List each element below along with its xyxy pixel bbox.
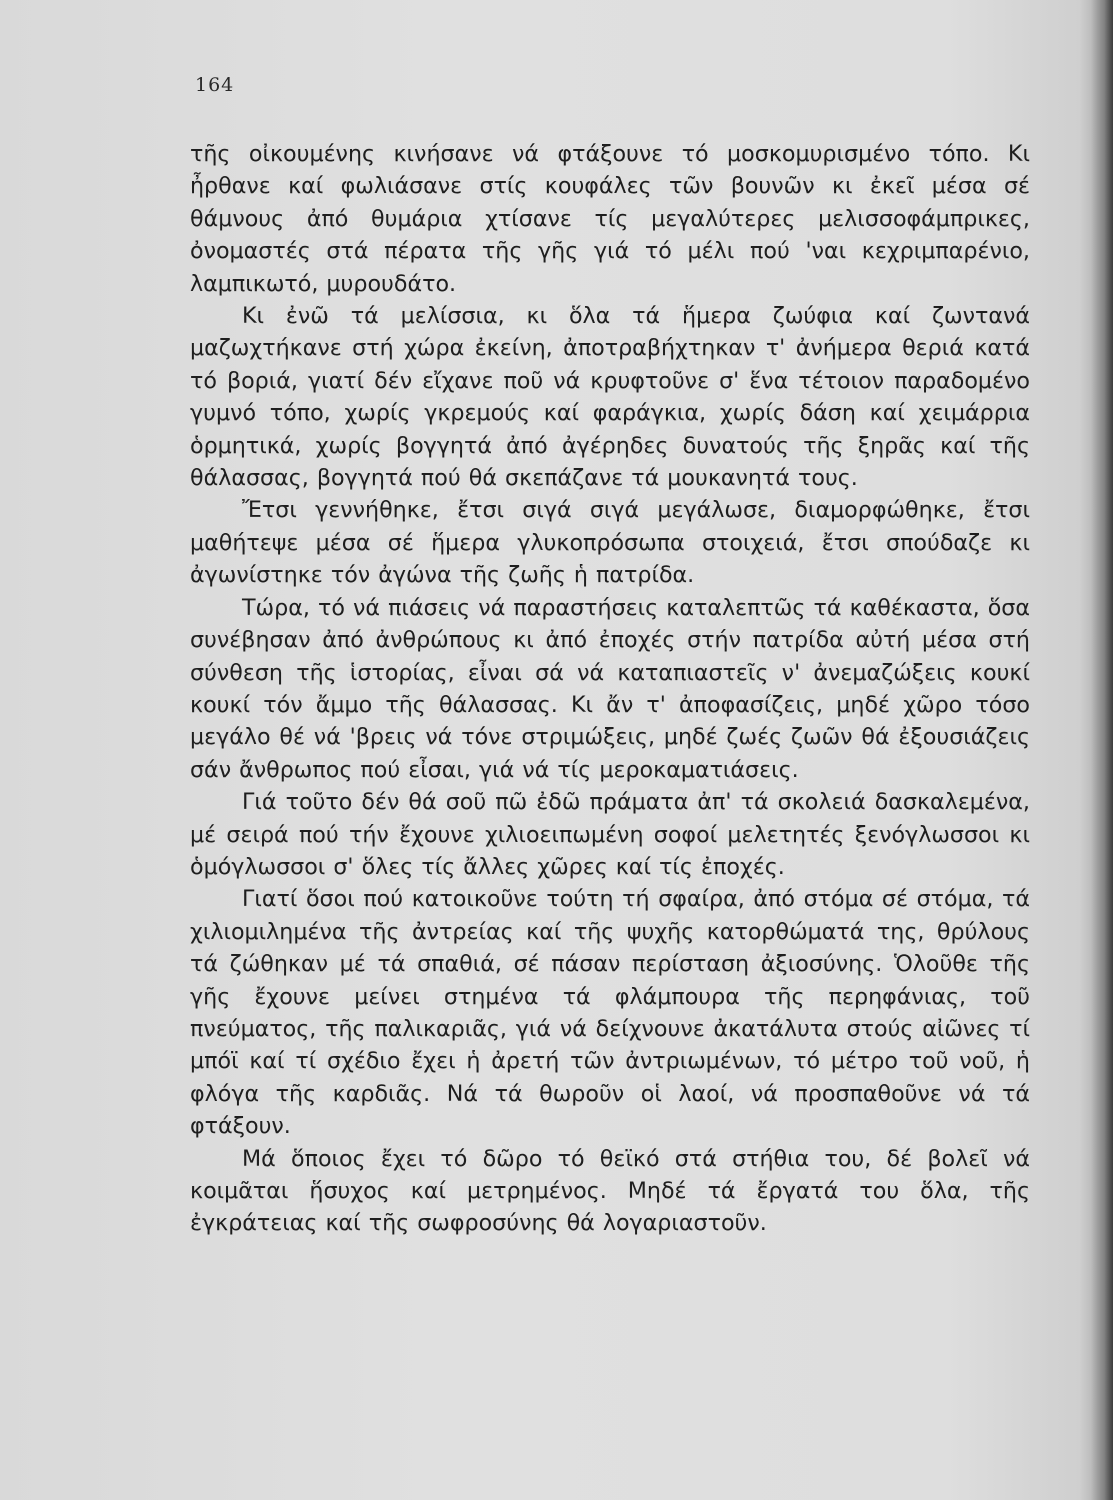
paragraph-4: Τώρα, τό νά πιάσεις νά παραστήσεις καταλεπτῶς τά καθέκαστα, ὅσα συνέβησαν ἀπό ἀνθρώπους κι ἀπό ἐποχές στήν πατρίδα αὐτή μέσα στή σύνθεση τῆς ἱστορίας, εἶναι σά νά καταπιαστεῖς ν' ἀνεμαζώξεις κουκί κουκί τόν ἄμμο τῆς θάλασσας. Κι ἄν τ' ἀποφασίζεις, μηδέ χῶρο τόσο μεγάλο θέ νά 'βρεις νά τόνε στριμώξεις, μηδέ ζωές ζωῶν θά ἐξουσιάζεις σάν ἄνθρωπος πού εἶσαι, γιά νά τίς μεροκαματιάσεις. [190, 594, 1030, 783]
paragraph-6: Γιατί ὅσοι πού κατοικοῦνε τούτη τή σφαίρα, ἀπό στόμα σέ στόμα, τά χιλιομιλημένα τῆς ἀντρείας καί τῆς ψυχῆς κατορθώματά της, θρύλους τά ζώθηκαν μέ τά σπαθιά, σέ πάσαν περίσταση ἀξιοσύνης. Ὁλοῦθε τῆς γῆς ἔχουνε μείνει στημένα τά φλάμπουρα τῆς περηφάνιας, τοῦ πνεύματος, τῆς παλικαριᾶς, γιά νά δείχνουνε ἀκατάλυτα στούς αἰῶνες τί μπόϊ καί τί σχέδιο ἔχει ἡ ἀρετή τῶν ἀντριωμένων, τό μέτρο τοῦ νοῦ, ἡ φλόγα τῆς καρδιᾶς. Νά τά θωροῦν οἱ λαοί, νά προσπαθοῦνε νά τά φτάξουν. [190, 886, 1030, 1140]
paragraph-3: Ἔτσι γεννήθηκε, ἔτσι σιγά σιγά μεγάλωσε, διαμορφώθηκε, ἔτσι μαθήτεψε μέσα σέ ἥμερα γλυκοπρόσωπα στοιχειά, ἔτσι σπούδαζε κι ἀγωνίστηκε τόν ἀγώνα τῆς ζωῆς ἡ πατρίδα. [190, 497, 1030, 589]
body-text [190, 138, 1030, 1240]
paragraph-5: Γιά τοῦτο δέν θά σοῦ πῶ ἐδῶ πράματα ἀπ' τά σκολειά δασκαλεμένα, μέ σειρά πού τήν ἔχουνε χιλιοειπωμένη σοφοί μελετητές ξενόγλωσσοι κι ὁμόγλωσσοι σ' ὅλες τίς ἄλλες χῶρες καί τίς ἐποχές. [190, 789, 1030, 880]
page-edge-shadow [1091, 0, 1113, 1500]
paragraph-1: τῆς οἰκουμένης κινήσανε νά φτάξουνε τό μοσκομυρισμένο τόπο. Κι ἦρθανε καί φωλιάσανε στίς κουφάλες τῶν βουνῶν κι ἐκεῖ μέσα σέ θάμνους ἀπό θυμάρια χτίσανε τίς μεγαλύτερες μελισσοφάμπρικες, ὀνομαστές στά πέρατα τῆς γῆς γιά τό μέλι πού 'ναι κεχριμπαρένιο, λαμπικωτό, μυρουδάτο. [190, 141, 1030, 297]
paragraph-2: Κι ἐνῶ τά μελίσσια, κι ὅλα τά ἥμερα ζωύφια καί ζωντανά μαζωχτήκανε στή χώρα ἐκείνη, ἀποτραβήχτηκαν τ' ἀνήμερα θεριά κατά τό βοριά, γιατί δέν εἴχανε ποῦ νά κρυφτοῦνε σ' ἕνα τέτοιον παραδομένο γυμνό τόπο, χωρίς γκρεμούς καί φαράγκια, χωρίς δάση καί χειμάρρια ὁρμητικά, χωρίς βογγητά ἀπό ἀγέρηδες δυνατούς τῆς ξηρᾶς καί τῆς θάλασσας, βογγητά πού θά σκεπάζανε τά μουκανητά τους. [190, 303, 1030, 492]
page-number: 164 [195, 74, 235, 96]
paragraph-7: Μά ὅποιος ἔχει τό δῶρο τό θεϊκό στά στήθια του, δέ βολεῖ νά κοιμᾶται ἥσυχος καί μετρημένος. Μηδέ τά ἔργατά του ὅλα, τῆς ἐγκράτειας καί τῆς σωφροσύνης θά λογαριαστοῦν. [190, 1145, 1030, 1237]
